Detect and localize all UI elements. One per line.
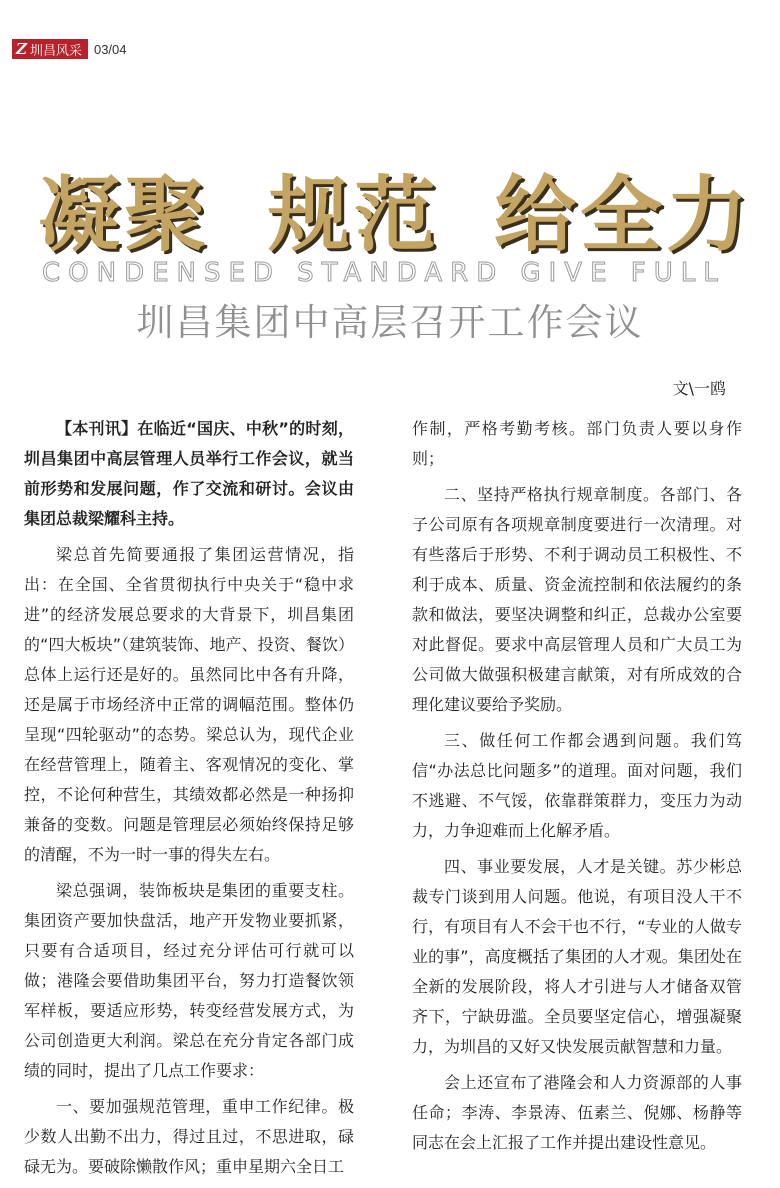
headline-part-3: 给全力 <box>494 167 753 263</box>
article-paragraph: 三、做任何工作都会遇到问题。我们笃信“办法总比问题多”的道理。面对问题，我们不逃避、不气馁，依靠群策群力，变压力为动力，力争迎难而上化解矛盾。 <box>412 731 742 840</box>
issue-number: 03/04 <box>93 41 127 57</box>
article-paragraph: 四、事业要发展，人才是关键。苏少彬总裁专门谈到用人问题。他说，有项目没人干不行，有项目有人不会干也不行，“专业的人做专业的事”，高度概括了集团的人才观。集团处在全新的发展阶段，将人才引进与人才储备双管齐下，宁缺毋滥。全员要坚定信心，增强凝聚力，为圳昌的又好又快发展贡献智慧和力量。 <box>412 857 742 1056</box>
headline-english: CONDENSED STANDARD GIVE FULL <box>42 258 726 288</box>
article-lead: 【本刊讯】在临近“国庆、中秋”的时刻，圳昌集团中高层管理人员举行工作会议，就当前形势和发展问题，作了交流和研讨。会议由集团总裁梁耀科主持。 <box>24 419 354 528</box>
headline-part-1: 凝聚 <box>38 167 211 263</box>
article-subtitle: 圳昌集团中高层召开工作会议 <box>136 301 644 344</box>
article-paragraph: 会上还宣布了港隆会和人力资源部的人事任命；李涛、李景涛、伍素兰、倪娜、杨静等同志在会上汇报了工作并提出建设性意见。 <box>412 1073 742 1152</box>
article-paragraph: 一、要加强规范管理，重申工作纪律。极少数人出勤不出力，得过且过，不思进取，碌碌无为。要破除懒散作风；重申星期六全日工 <box>24 1097 354 1176</box>
article-column-right <box>412 414 742 1164</box>
magazine-name: 圳昌风采 <box>29 43 82 59</box>
headline-part-2: 规范 <box>268 167 441 263</box>
author-byline: 文\一鸥 <box>672 379 726 398</box>
article-paragraph: 梁总首先简要通报了集团运营情况，指出：在全国、全省贯彻执行中央关于“稳中求进”的经济发展总要求的大背景下，圳昌集团的“四大板块”（建筑装饰、地产、投资、餐饮）总体上运行还是好的。虽然同比中各有升降，还是属于市场经济中正常的调幅范围。整体仍呈现“四轮驱动”的态势。梁总认为，现代企业在经营管理上，随着主、客观情况的变化、掌控，不论何种营生，其绩效都必然是一种扬抑兼备的变数。问题是管理层必须始终保持足够的清醒，不为一时一事的得失左右。 <box>24 545 354 864</box>
magazine-logo-mark: Z <box>16 40 27 58</box>
article-column-left <box>24 414 354 1188</box>
page-header <box>12 38 127 60</box>
article-paragraph: 梁总强调，装饰板块是集团的重要支柱。集团资产要加快盘活，地产开发物业要抓紧，只要有合适项目，经过充分评估可行就可以做；港隆会要借助集团平台，努力打造餐饮领军样板，要适应形势，转变经营发展方式，为公司创造更大利润。梁总在充分肯定各部门成绩的同时，提出了几点工作要求： <box>24 881 354 1080</box>
article-paragraph: 二、坚持严格执行规章制度。各部门、各子公司原有各项规章制度要进行一次清理。对有些落后于形势、不利于调动员工积极性、不利于成本、质量、资金流控制和依法履约的条款和做法，要坚决调整和纠正，总裁办公室要对此督促。要求中高层管理人员和广大员工为公司做大做强积极建言献策，对有所成效的合理化建议要给予奖励。 <box>412 485 742 714</box>
magazine-tag <box>12 39 88 59</box>
article-paragraph-continuation: 作制，严格考勤考核。部门负责人要以身作则； <box>412 419 742 468</box>
